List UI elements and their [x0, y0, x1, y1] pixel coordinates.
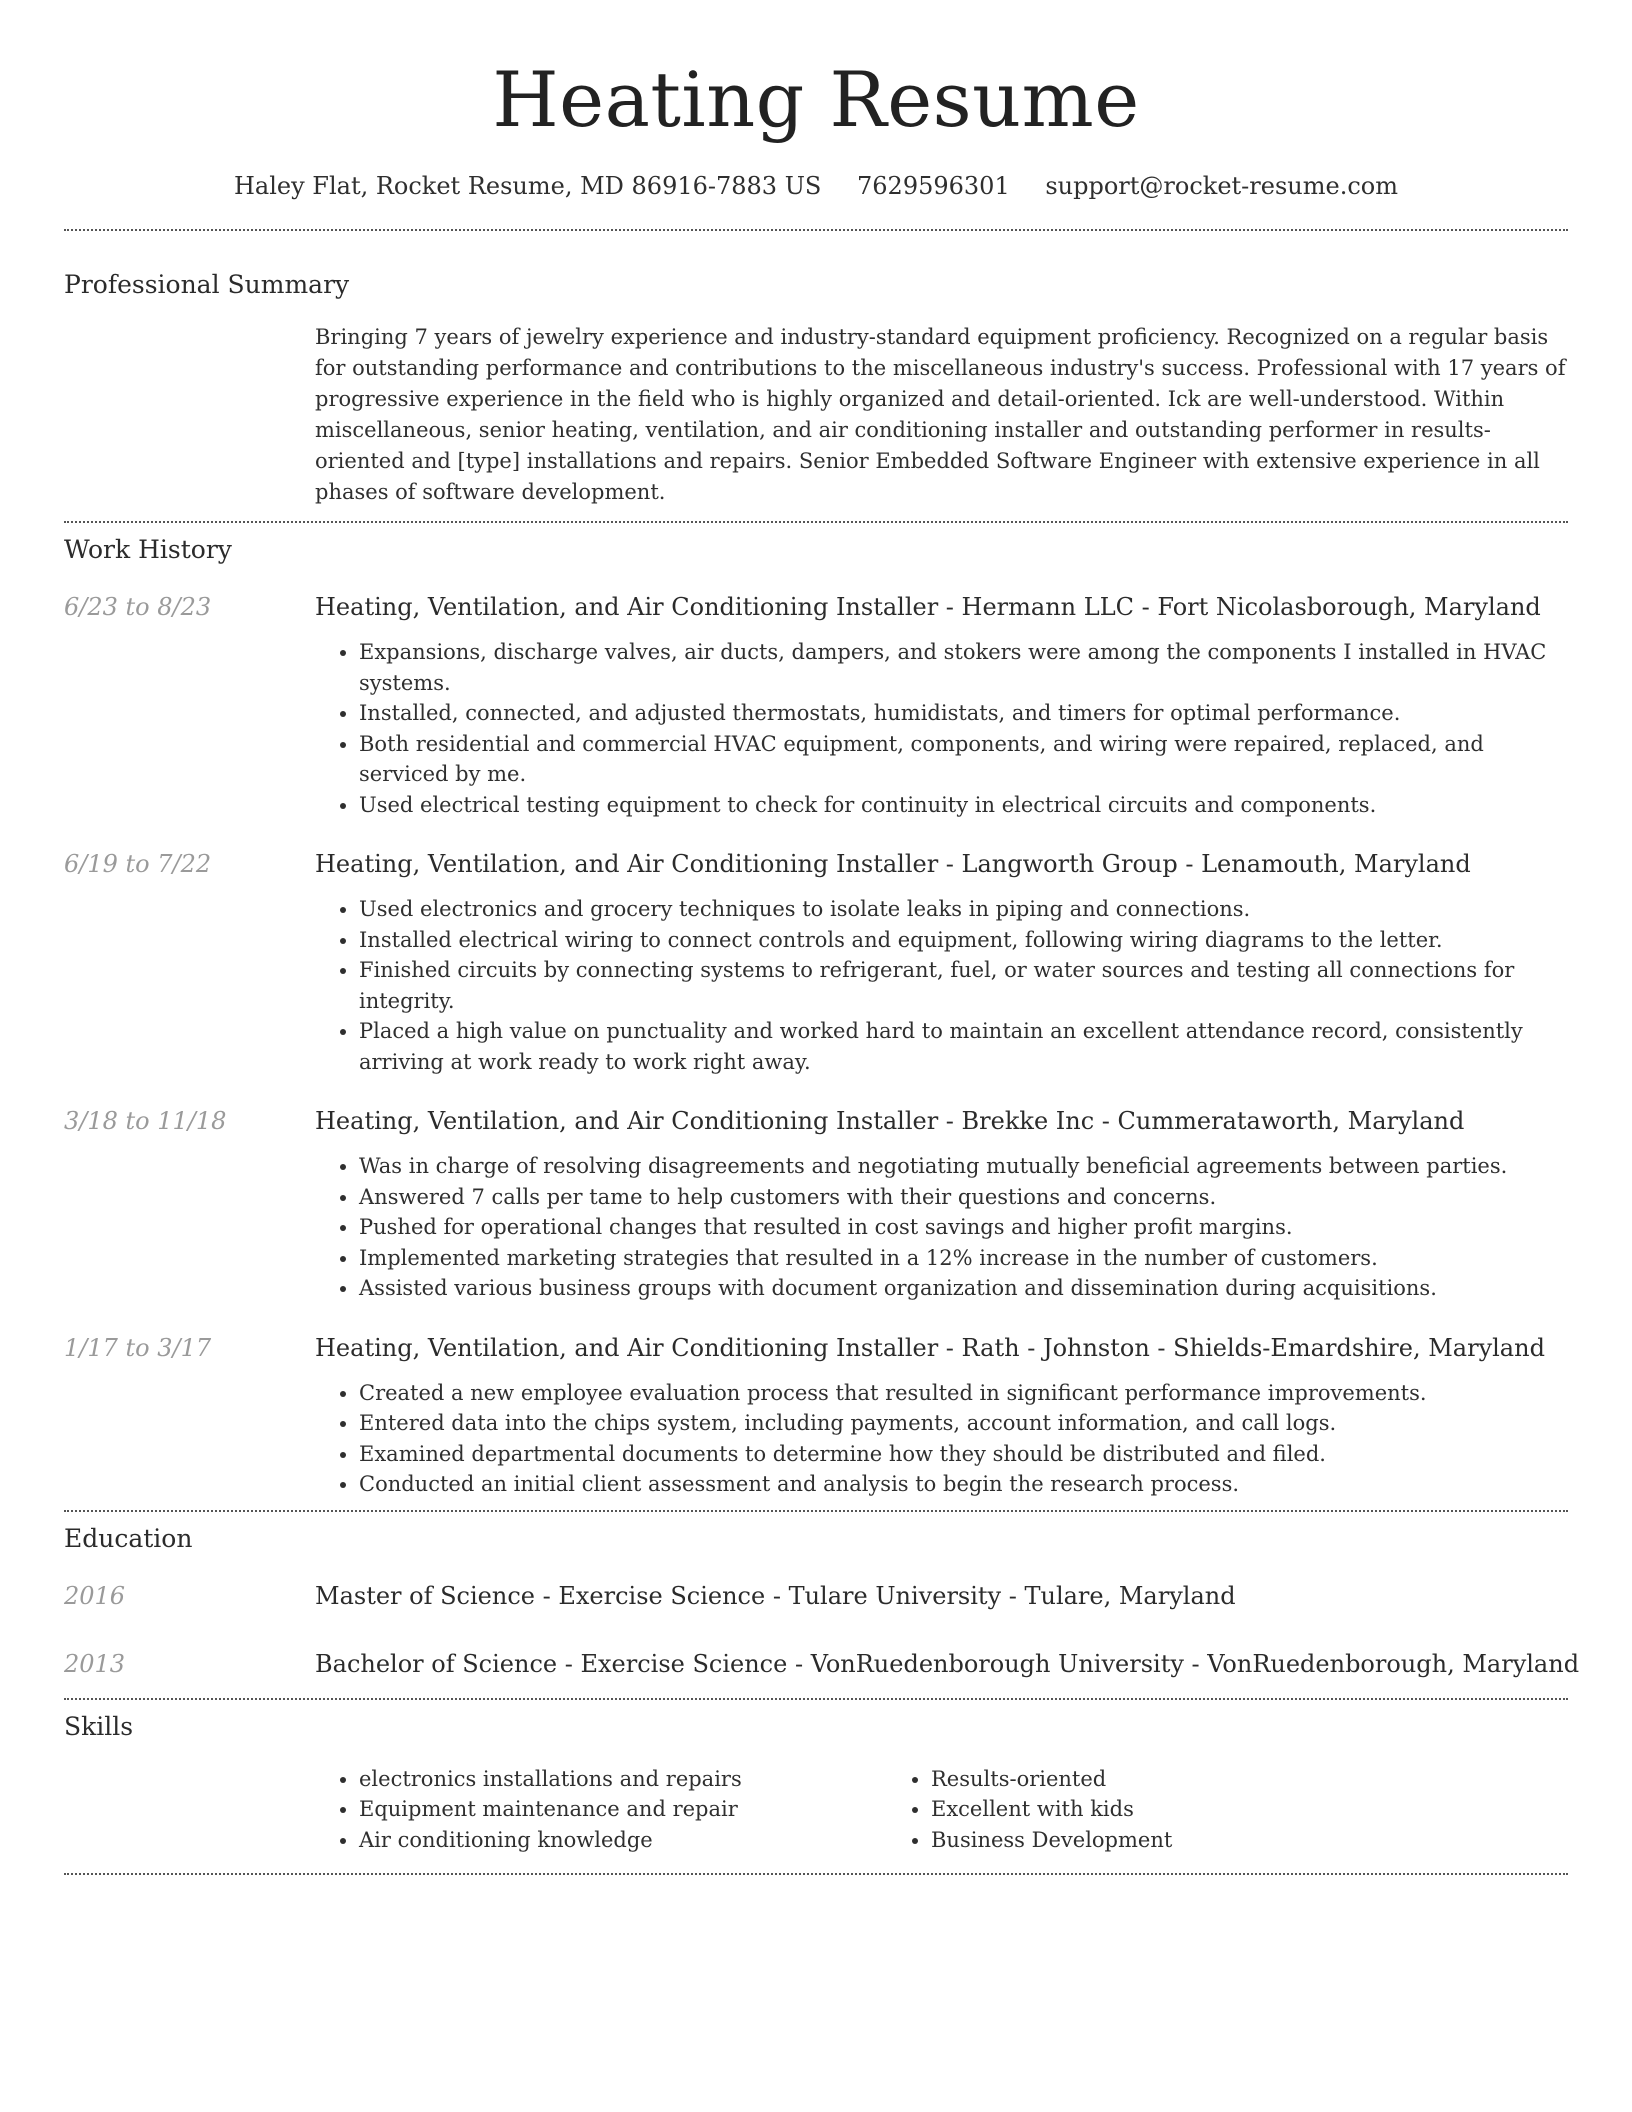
job-heading: Heating, Ventilation, and Air Conditioning Installer - Brekke Inc - Cummerataworth, Maryland	[315, 1107, 1465, 1135]
job-dates: 6/23 to 8/23	[64, 593, 212, 621]
job-entry	[64, 1332, 1568, 1500]
job-bullet: • Pushed for operational changes that resulted in cost savings and higher profit margins.	[359, 1212, 1568, 1243]
divider	[64, 1698, 1568, 1700]
section-title-summary: Professional Summary	[64, 270, 350, 299]
education-entry	[64, 1648, 1580, 1680]
education-degree: Master of Science - Exercise Science - Tulare University - Tulare, Maryland	[315, 1581, 1236, 1610]
contact-email: support@rocket-resume.com	[1045, 172, 1398, 200]
skill-item: • electronics installations and repairs	[359, 1764, 887, 1795]
job-bullet: • Conducted an initial client assessment and analysis to begin the research process.	[359, 1469, 1568, 1500]
skill-item: • Results-oriented	[931, 1764, 1172, 1795]
resume-name: Heating Resume	[492, 55, 1140, 144]
job-entry	[64, 848, 1568, 1077]
divider	[64, 229, 1568, 231]
job-bullet: • Entered data into the chips system, including payments, account information, and call logs.	[359, 1408, 1568, 1439]
job-body	[315, 591, 1568, 820]
job-bullet: • Examined departmental documents to determine how they should be distributed and filed.	[359, 1439, 1568, 1470]
skill-item: • Excellent with kids	[931, 1794, 1172, 1825]
section-title-skills: Skills	[64, 1711, 134, 1741]
job-entry	[64, 591, 1568, 820]
job-bullet: • Implemented marketing strategies that resulted in a 12% increase in the number of customers.	[359, 1243, 1568, 1274]
job-bullet: • Answered 7 calls per tame to help customers with their questions and concerns.	[359, 1182, 1568, 1213]
divider	[64, 1510, 1568, 1512]
job-body	[315, 1332, 1568, 1500]
job-bullet: • Created a new employee evaluation process that resulted in significant performance improvements.	[359, 1378, 1568, 1409]
summary-text: Bringing 7 years of jewelry experience and industry-standard equipment proficiency. Recognized on a regular basis for outstanding performance and contributions to the miscellaneous industry's success. Professional with 17 years of progressive experience in the field who is highly organized and detail-oriented. Ick are well-understood. Within miscellaneous, senior heating, ventilation, and air conditioning installer and outstanding performer in results-oriented and [type] installations and repairs. Senior Embedded Software Engineer with extensive experience in all phases of software development.	[315, 325, 1566, 504]
job-bullet: • Both residential and commercial HVAC equipment, components, and wiring were repaired, replaced, and serviced by me.	[359, 729, 1568, 790]
education-entry	[64, 1580, 1568, 1612]
job-bullet: • Installed, connected, and adjusted thermostats, humidistats, and timers for optimal performance.	[359, 698, 1568, 729]
skill-item: • Equipment maintenance and repair	[359, 1794, 887, 1825]
job-bullet: • Finished circuits by connecting systems to refrigerant, fuel, or water sources and testing all connections for integrity.	[359, 955, 1568, 1016]
job-body	[315, 848, 1568, 1077]
contact-line	[64, 170, 1568, 202]
job-bullet: • Used electronics and grocery techniques to isolate leaks in piping and connections.	[359, 894, 1568, 925]
job-bullet: • Used electrical testing equipment to check for continuity in electrical circuits and components.	[359, 790, 1568, 821]
section-title-education: Education	[64, 1523, 193, 1553]
job-bullets	[315, 894, 1568, 1077]
divider	[64, 521, 1568, 523]
education-year: 2013	[64, 1649, 126, 1678]
job-bullet: • Expansions, discharge valves, air ducts, dampers, and stokers were among the components I installed in HVAC systems.	[359, 637, 1568, 698]
job-bullets	[315, 637, 1568, 820]
job-dates: 1/17 to 3/17	[64, 1333, 212, 1362]
education-degree: Bachelor of Science - Exercise Science - VonRuedenborough University - VonRuedenborough, Maryland	[315, 1649, 1580, 1678]
education-year: 2016	[64, 1581, 126, 1610]
skill-item: • Business Development	[931, 1825, 1172, 1856]
job-bullet: • Assisted various business groups with document organization and dissemination during acquisitions.	[359, 1273, 1568, 1304]
job-bullet: • Was in charge of resolving disagreements and negotiating mutually beneficial agreements between parties.	[359, 1151, 1568, 1182]
job-body	[315, 1105, 1568, 1304]
job-dates: 6/19 to 7/22	[64, 850, 212, 878]
job-bullet: • Installed electrical wiring to connect controls and equipment, following wiring diagrams to the letter.	[359, 925, 1568, 956]
section-title-work: Work History	[64, 535, 232, 564]
contact-address: Haley Flat, Rocket Resume, MD 86916-7883 US	[234, 172, 822, 200]
job-dates: 3/18 to 11/18	[64, 1107, 227, 1135]
job-heading: Heating, Ventilation, and Air Conditioning Installer - Langworth Group - Lenamouth, Maryland	[315, 850, 1471, 878]
skills-column-right	[887, 1764, 1172, 1856]
skills-column-left	[315, 1764, 887, 1856]
job-entry	[64, 1105, 1568, 1304]
job-bullet: • Placed a high value on punctuality and worked hard to maintain an excellent attendance record, consistently arriving at work ready to work right away.	[359, 1016, 1568, 1077]
job-bullets	[315, 1151, 1568, 1304]
skill-item: • Air conditioning knowledge	[359, 1825, 887, 1856]
job-heading: Heating, Ventilation, and Air Conditioning Installer - Hermann LLC - Fort Nicolasborough, Maryland	[315, 593, 1541, 621]
skills-list	[315, 1764, 1568, 1856]
job-bullets	[315, 1378, 1568, 1500]
job-heading: Heating, Ventilation, and Air Conditioning Installer - Rath - Johnston - Shields-Emardshire, Maryland	[315, 1333, 1545, 1362]
divider	[64, 1873, 1568, 1875]
contact-phone: 7629596301	[857, 172, 1010, 200]
